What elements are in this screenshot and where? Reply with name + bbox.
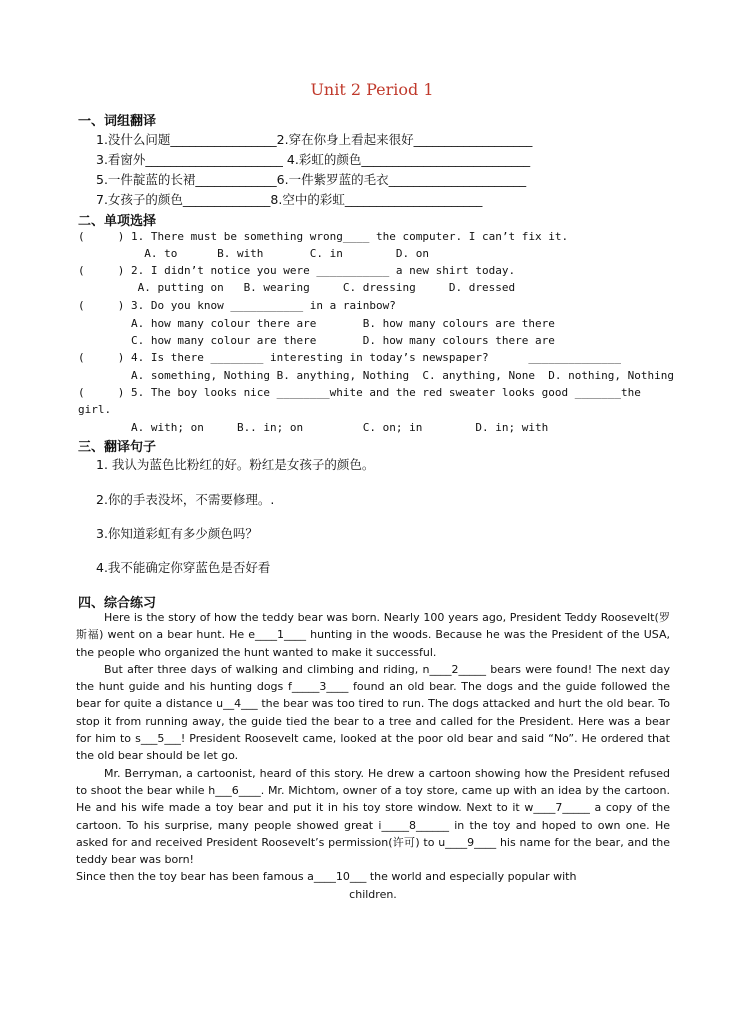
phrase-item: 5.一件靛蓝的长裙_____________6.一件紫罗蓝的毛衣______________________ [96,172,527,187]
passage-paragraph: children. [349,887,397,901]
section-4-heading: 四、综合练习 [78,596,157,611]
choice-options: A. how many colour there are B. how many colours are there [78,317,555,330]
choice-question: ( ) 4. Is there ________ interesting in today’s newspaper? ______________ [78,351,622,364]
phrase-item: 1.没什么问题_________________2.穿在你身上看起来很好___________________ [96,132,533,147]
passage-paragraph: Here is the story of how the teddy bear was born. Nearly 100 years ago, President Teddy Roosevelt(罗斯福) went on a bear hunt. He e____1____ hunting in the woods. Because he was the President of the USA, the people who organized the hunt wanted to make it successful. [76,611,670,659]
section-3-heading: 三、翻译句子 [78,440,157,455]
translate-item: 2.你的手表没坏，不需要修理。. [96,492,275,507]
passage-paragraph: But after three days of walking and climbing and riding, n____2_____ bears were found! The next day the hunt guide and his hunting dogs f_____3____ found an old bear. The dogs and the guide followed the bear for quite a distance u__4___ the bear was too tired to run. The dogs attacked and hurt the old bear. To stop it from running away, the guide tied the bear to a tree and called for the President. Here was a bear for him to s___5___! President Roosevelt came, looked at the poor old bear and said “No”. He ordered that the old bear should be let go. [76,662,670,763]
choice-options: C. how many colour are there D. how many colours there are [78,334,555,347]
choice-question-continued: girl. [78,403,112,416]
phrase-item: 3.看窗外______________________ 4.彩虹的颜色___________________________ [96,152,531,167]
translate-item: 3.你知道彩虹有多少颜色吗？ [96,526,258,541]
translate-item: 4.我不能确定你穿蓝色是否好看 [96,560,271,575]
section-1-heading: 一、词组翻译 [78,114,157,129]
choice-question: ( ) 3. Do you know ___________ in a rainbow? [78,299,396,312]
choice-options: A. with; on B.. in; on C. on; in D. in; with [78,421,549,434]
translate-item: 1. 我认为蓝色比粉红的好。粉红是女孩子的颜色。 [96,457,375,472]
choice-question: ( ) 1. There must be something wrong____ the computer. I can’t fix it. [78,230,569,243]
phrase-item: 7.女孩子的颜色______________8.空中的彩虹______________________ [96,192,483,207]
section-2-heading: 二、单项选择 [78,214,157,229]
choice-options: A. putting on B. wearing C. dressing D. dressed [78,281,516,294]
choice-options: A. to B. with C. in D. on [78,247,429,260]
cloze-passage [76,609,670,903]
choice-options: A. something, Nothing B. anything, Nothing C. anything, None D. nothing, Nothing [78,369,675,382]
choice-question: ( ) 2. I didn’t notice you were ___________ a new shirt today. [78,264,516,277]
passage-paragraph: Mr. Berryman, a cartoonist, heard of this story. He drew a cartoon showing how the President refused to shoot the bear while h___6____. Mr. Michtom, owner of a toy store, came up with an idea by the cartoon. He and his wife made a toy bear and put it in his toy store window. Next to it w____7_____ a copy of the cartoon. To his surprise, many people showed great i_____8______ in the toy and hoped to own one. He asked for and received President Roosevelt’s permission(许可) to u____9____ his name for the bear, and the teddy bear was born! [76,766,670,867]
page-title: Unit 2 Period 1 [310,80,434,99]
passage-paragraph: Since then the toy bear has been famous a____10___ the world and especially popular with [76,870,577,884]
choice-question: ( ) 5. The boy looks nice ________white and the red sweater looks good _______the [78,386,641,399]
